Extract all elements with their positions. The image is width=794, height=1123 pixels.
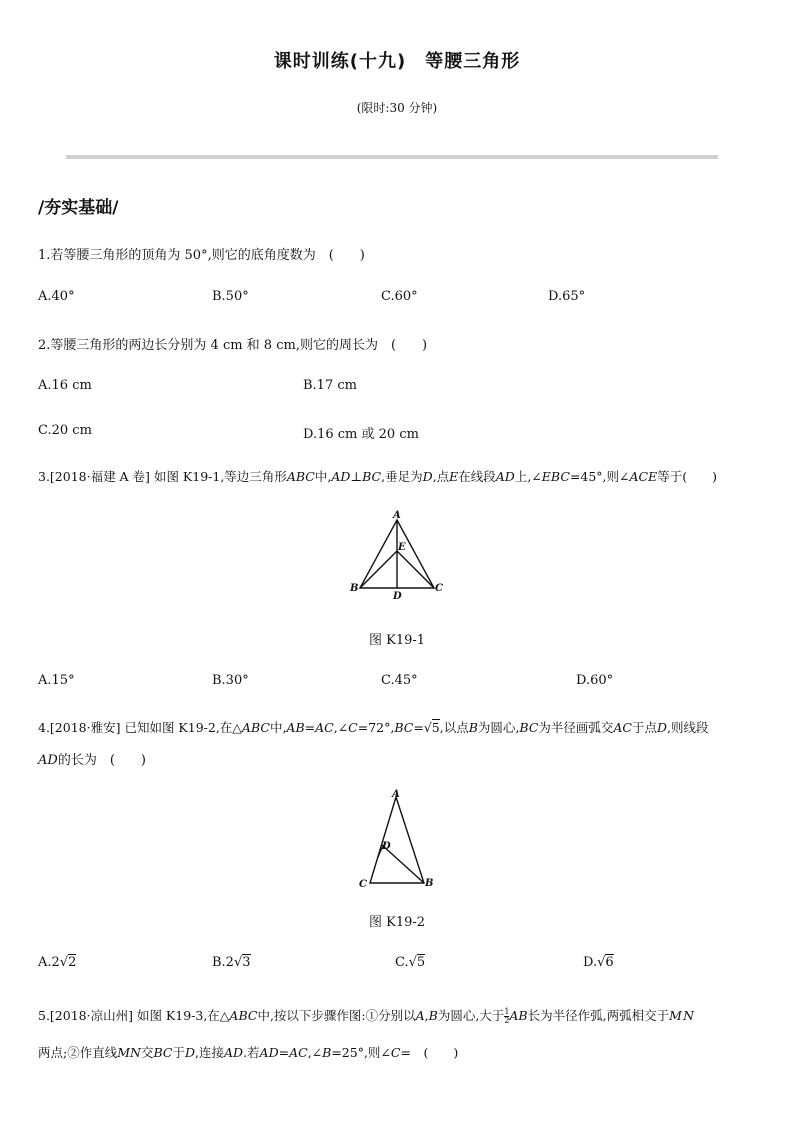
question-5 <box>38 1006 694 1025</box>
q4-text: =72°, <box>357 720 395 735</box>
triangle-abc <box>370 797 424 883</box>
q4-var: BC <box>519 720 539 735</box>
q4-radicand: 5 <box>431 720 440 735</box>
q4-text: 为圆心, <box>477 720 520 735</box>
segment-ce <box>397 551 434 588</box>
q4-option-prefix: C. <box>395 955 409 970</box>
q3-var: E <box>449 469 459 484</box>
label-b: B <box>425 878 434 889</box>
q5-text: 中,按以下步骤作图:①分别以 <box>257 1008 416 1023</box>
figure-k19-2 <box>352 785 442 893</box>
q4-option-c[interactable] <box>395 955 425 970</box>
q5-var: N <box>683 1008 695 1023</box>
question-3 <box>38 467 717 485</box>
q5-var: AD <box>259 1045 279 1060</box>
q5-var: D <box>184 1045 196 1060</box>
question-4-line-2 <box>38 749 146 768</box>
q3-var: BC <box>362 469 382 484</box>
label-a: A <box>393 510 401 521</box>
label-c: C <box>359 879 367 890</box>
label-d: D <box>382 841 391 852</box>
q3-text: =45°,则∠ <box>569 469 630 484</box>
q4-text: 4.[2018·雅安] 已知如图 K19-2,在△ <box>38 720 242 735</box>
figure-k19-1-caption: 图 K19-1 <box>368 633 426 648</box>
q3-option-d[interactable]: D.60° <box>576 673 614 688</box>
q2-option-a[interactable]: A.16 cm <box>38 378 92 393</box>
q5-text: =25°,则∠ <box>331 1045 391 1060</box>
q3-text: 如图 K19-1,等边三角形 <box>153 469 287 484</box>
q4-text: 于点 <box>632 720 658 735</box>
q5-var: A <box>415 1008 425 1023</box>
q4-var: ABC <box>241 720 270 735</box>
q5-var: ABC <box>229 1008 258 1023</box>
q3-var: ACE <box>629 469 658 484</box>
q5-var: B <box>428 1008 438 1023</box>
q4-option-d[interactable] <box>583 955 614 970</box>
q5-text: 交 <box>140 1045 154 1060</box>
header-divider <box>66 155 718 159</box>
q4-text: = <box>304 720 316 735</box>
q4-text: ,则线段 <box>667 720 709 735</box>
q4-option-prefix: A.2 <box>38 955 60 970</box>
label-c: C <box>435 583 443 594</box>
q3-var: AD <box>331 469 351 484</box>
q4-var: D <box>657 720 668 735</box>
q4-var: BC <box>394 720 414 735</box>
q1-option-d[interactable]: D.65° <box>548 289 586 304</box>
sqrt-icon: √ <box>233 955 243 970</box>
q4-radicand: 5 <box>416 955 426 970</box>
q5-text: ,∠ <box>307 1045 323 1060</box>
label-d: D <box>393 591 402 602</box>
q1-option-c[interactable]: C.60° <box>381 289 418 304</box>
q4-var: C <box>348 720 358 735</box>
q5-var: B <box>322 1045 332 1060</box>
q4-text: ,以点 <box>439 720 469 735</box>
q5-var: AD <box>224 1045 244 1060</box>
q4-option-a[interactable] <box>38 955 76 970</box>
q3-text: ⊥ <box>350 469 363 484</box>
figure-k19-1 <box>340 508 450 602</box>
q3-var: D <box>422 469 433 484</box>
sqrt-icon: √ <box>597 955 606 970</box>
fraction-denominator: 2 <box>504 1016 510 1025</box>
q2-option-d[interactable]: D.16 cm 或 20 cm <box>303 427 419 442</box>
q5-text: = ( ) <box>400 1045 459 1060</box>
q4-radicand: 2 <box>68 955 77 970</box>
q3-option-b[interactable]: B.30° <box>212 673 249 688</box>
label-e: E <box>398 542 406 553</box>
q5-text: 两点;②作直线 <box>38 1045 118 1060</box>
q5-var: MN <box>117 1045 141 1060</box>
q2-option-b[interactable]: B.17 cm <box>303 378 357 393</box>
q5-text: = <box>278 1045 290 1060</box>
sqrt-icon: √ <box>59 955 69 970</box>
q5-var: AC <box>289 1045 308 1060</box>
section-heading: /夯实基础/ <box>38 198 119 218</box>
question-2: 2.等腰三角形的两边长分别为 4 cm 和 8 cm,则它的周长为 ( ) <box>38 338 428 353</box>
q5-text: .若 <box>243 1045 260 1060</box>
label-a: A <box>392 789 400 800</box>
q3-text: ,点 <box>432 469 450 484</box>
question-5-line-2 <box>38 1043 458 1061</box>
figure-k19-2-caption: 图 K19-2 <box>368 915 426 930</box>
q5-text: ,连接 <box>195 1045 224 1060</box>
q3-var: AD <box>495 469 515 484</box>
q4-text: = <box>413 720 424 735</box>
sqrt-icon: √ <box>423 720 432 735</box>
q3-text: 上,∠ <box>514 469 542 484</box>
q4-text: 中, <box>269 720 287 735</box>
q5-text: 于 <box>172 1045 185 1060</box>
q2-option-c[interactable]: C.20 cm <box>38 423 92 438</box>
q4-var: AD <box>38 753 58 768</box>
segment-be <box>360 551 397 588</box>
q3-text: 等于( ) <box>657 469 717 484</box>
q4-option-prefix: B.2 <box>212 955 234 970</box>
q5-var: C <box>390 1045 401 1060</box>
q5-text: , <box>424 1008 429 1023</box>
q4-var: AC <box>613 720 632 735</box>
q1-option-a[interactable]: A.40° <box>38 289 75 304</box>
q3-var: EBC <box>541 469 570 484</box>
q4-text: ,∠ <box>333 720 349 735</box>
q5-text: 为圆心,大于 <box>437 1008 505 1023</box>
q4-var: B <box>468 720 478 735</box>
q4-text: 为半径画弧交 <box>538 720 614 735</box>
q3-option-c[interactable]: C.45° <box>381 673 418 688</box>
q5-var: BC <box>153 1045 173 1060</box>
question-1: 1.若等腰三角形的顶角为 50°,则它的底角度数为 ( ) <box>38 248 365 263</box>
q5-var: M <box>669 1008 682 1023</box>
q1-option-b[interactable]: B.50° <box>212 289 249 304</box>
q3-text: 中, <box>314 469 332 484</box>
q5-text: 5.[2018·凉山州] 如图 K19-3,在△ <box>38 1008 230 1023</box>
q3-var: ABC <box>286 469 315 484</box>
q4-radicand: 6 <box>605 955 614 970</box>
sqrt-icon: √ <box>408 955 417 970</box>
q4-text: 的长为 ( ) <box>57 753 146 768</box>
q3-text: 在线段 <box>458 469 496 484</box>
q5-var: AB <box>509 1008 528 1023</box>
question-4 <box>38 718 709 736</box>
q4-option-prefix: D. <box>583 955 598 970</box>
q5-text: 长为半径作弧,两弧相交于 <box>527 1008 670 1023</box>
fraction-numerator: 1 <box>504 1007 510 1016</box>
q3-text: ,垂足为 <box>381 469 423 484</box>
time-limit: (限时:30 分钟) <box>356 101 438 115</box>
q3-option-a[interactable]: A.15° <box>38 673 75 688</box>
q4-var: AC <box>315 720 334 735</box>
q4-radicand: 3 <box>242 955 251 970</box>
page-title: 课时训练(十九) 等腰三角形 <box>273 51 521 72</box>
label-b: B <box>350 583 359 594</box>
q4-var: AB <box>286 720 305 735</box>
q4-option-b[interactable] <box>212 955 251 970</box>
q3-source: 3.[2018·福建 A 卷] <box>38 469 150 484</box>
